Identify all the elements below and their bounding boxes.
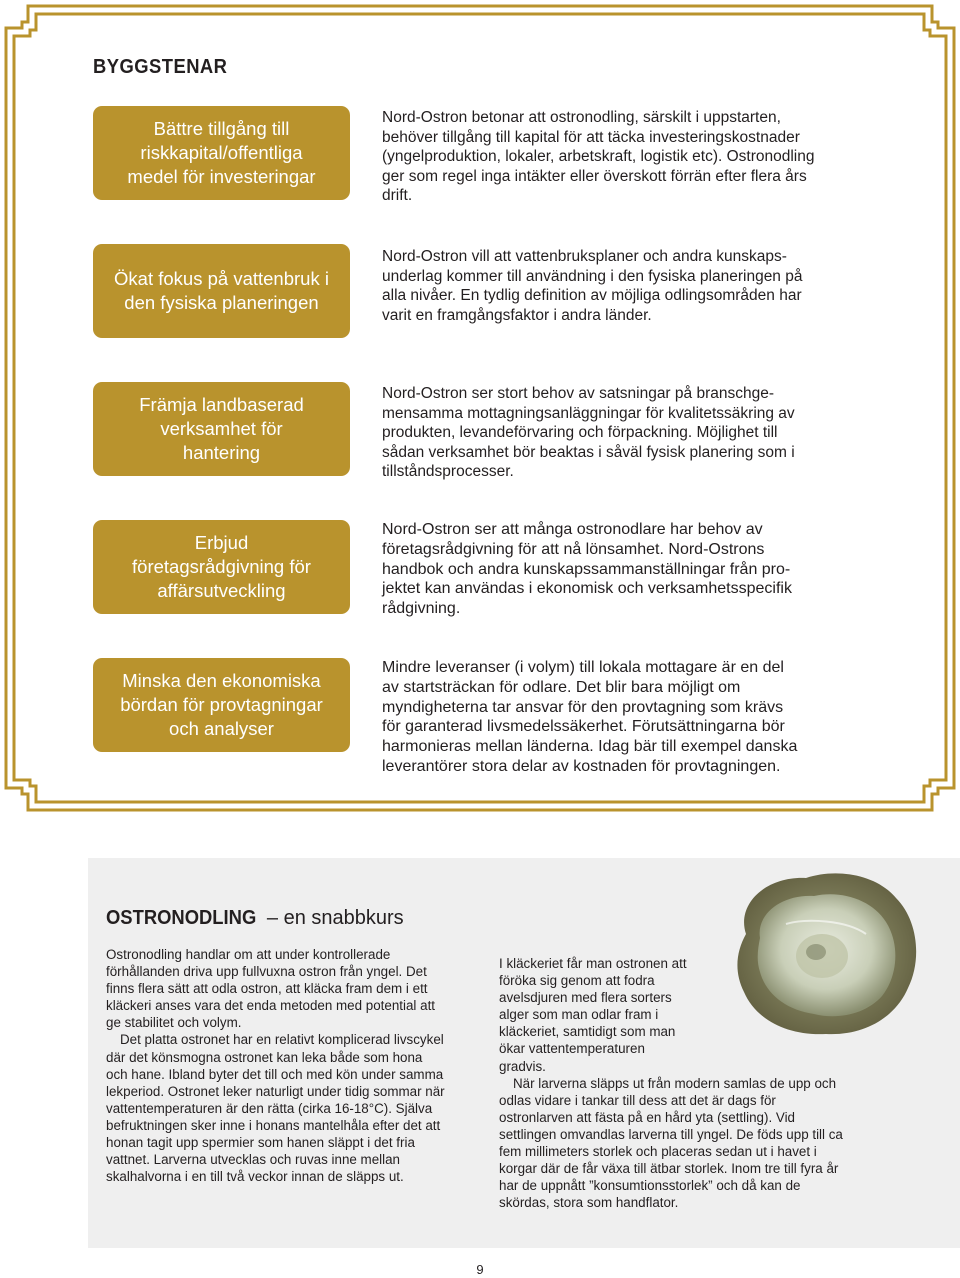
- info-title: [106, 906, 404, 930]
- info-column-right: [499, 955, 849, 1211]
- paragraph: När larverna släpps ut från modern samlas de upp och odlas vidare i tankar till dess att det är dags för ostronlarven att fästa på en hård yta (settling). Vid settlingen omvandlas larverna till yngel. De föds upp till ca fem millimeters storlek och placeras sedan ut i havet i korgar där de får växa till ätbar storlek. Inom tre till fyra år har de uppnått ”konsumtionsstorlek” och då kan de skördas, stora som handflator.: [499, 1075, 843, 1211]
- block-description: Nord-Ostron betonar att ostronodling, särskilt i uppstarten, behöver tillgång till kapital för att täcka investeringskostnader (yngelproduktion, lokaler, arbetskraft, logistik etc). Ostronodling ger som regel inga intäkter eller överskott förrän efter flera års drift.: [382, 109, 815, 205]
- block-description: Nord-Ostron ser stort behov av satsningar på branschgemensamma mottagningsanläggningar för kvalitetssäkring av produkten, levandeförvaring och förpackning. Möjlighet till sådan verksamhet bör beaktas i såväl fysisk planering som i tillståndsprocesser.: [382, 385, 795, 481]
- section-title: BYGGSTENAR: [93, 56, 228, 78]
- building-block-row: [93, 658, 813, 775]
- building-block-row: [93, 382, 813, 482]
- info-column-left: [106, 946, 446, 1185]
- info-title-rest: – en snabbkurs: [266, 907, 404, 929]
- block-label: Bättre tillgång till riskkapital/offentliga medel för investeringar: [93, 106, 350, 200]
- block-description: Nord-Ostron ser att många ostronodlare har behov av företagsrådgivning för att nå lönsamhet. Nord-Ostrons handbok och andra kunskapssammanställningar från projektet kan användas i ekonomisk och verksamhetsspecifik rådgivning.: [382, 521, 792, 618]
- paragraph: Ostronodling handlar om att under kontrollerade förhållanden driva upp fullvuxna ostron från yngel. Det finns flera sätt att odla ostron, att kläcka fram dem i ett kläckeri anses vara det enda metoden med potential att ge stabilitet och volym.: [106, 947, 436, 1031]
- block-description: Mindre leveranser (i volym) till lokala mottagare är en del av startsträckan för odlare. Det blir bara möjligt om myndigheterna tar ansvar för den provtagning som krävs för garanterad livsmedelssäkerhet. Förutsättningarna bör harmonieras mellan länderna. Idag bär till exempel danska leverantörer stora delar av kostnaden för provtagningen.: [382, 659, 798, 775]
- info-title-strong: OSTRONODLING: [106, 907, 257, 929]
- page-number: 9: [476, 1262, 484, 1277]
- building-block-row: [93, 520, 813, 620]
- paragraph: I kläckeriet får man ostronen att föröka sig genom att fodra avelsdjuren med flera sorters alger som man odlar fram i kläckeriet, samtidigt som man ökar vattentemperaturen gradvis.: [499, 956, 687, 1074]
- paragraph: Det platta ostronet har en relativt komplicerad livscykel där det könsmogna ostronet kan leka både som hona och hane. Ibland byter det till och med kön under samma lekperiod. Ostronet leker naturligt under tidig sommar när vattentemperaturen är den rätta (cirka 16-18°C). Själva befruktningen sker inne i honans mantelhåla efter det att honan tagit upp spermier som hanen släppt i det fria vattnet. Larverna utvecklas och ruvas inne mellan skalhalvorna i en till två veckor innan de släpps ut.: [106, 1032, 445, 1185]
- building-block-row: [93, 106, 813, 206]
- block-label: Erbjud företagsrådgivning för affärsutveckling: [93, 520, 350, 614]
- block-label: Minska den ekonomiska bördan för provtagningar och analyser: [93, 658, 350, 752]
- block-description: Nord-Ostron vill att vattenbruksplaner och andra kunskapsunderlag kommer till användning i den fysiska planeringen på alla nivåer. En tydlig definition av möjliga odlingsområden har varit en framgångsfaktor i andra länder.: [382, 248, 803, 324]
- block-label: Främja landbaserad verksamhet för hantering: [93, 382, 350, 476]
- block-label: Ökat fokus på vattenbruk i den fysiska planeringen: [93, 244, 350, 338]
- building-block-row: [93, 244, 813, 344]
